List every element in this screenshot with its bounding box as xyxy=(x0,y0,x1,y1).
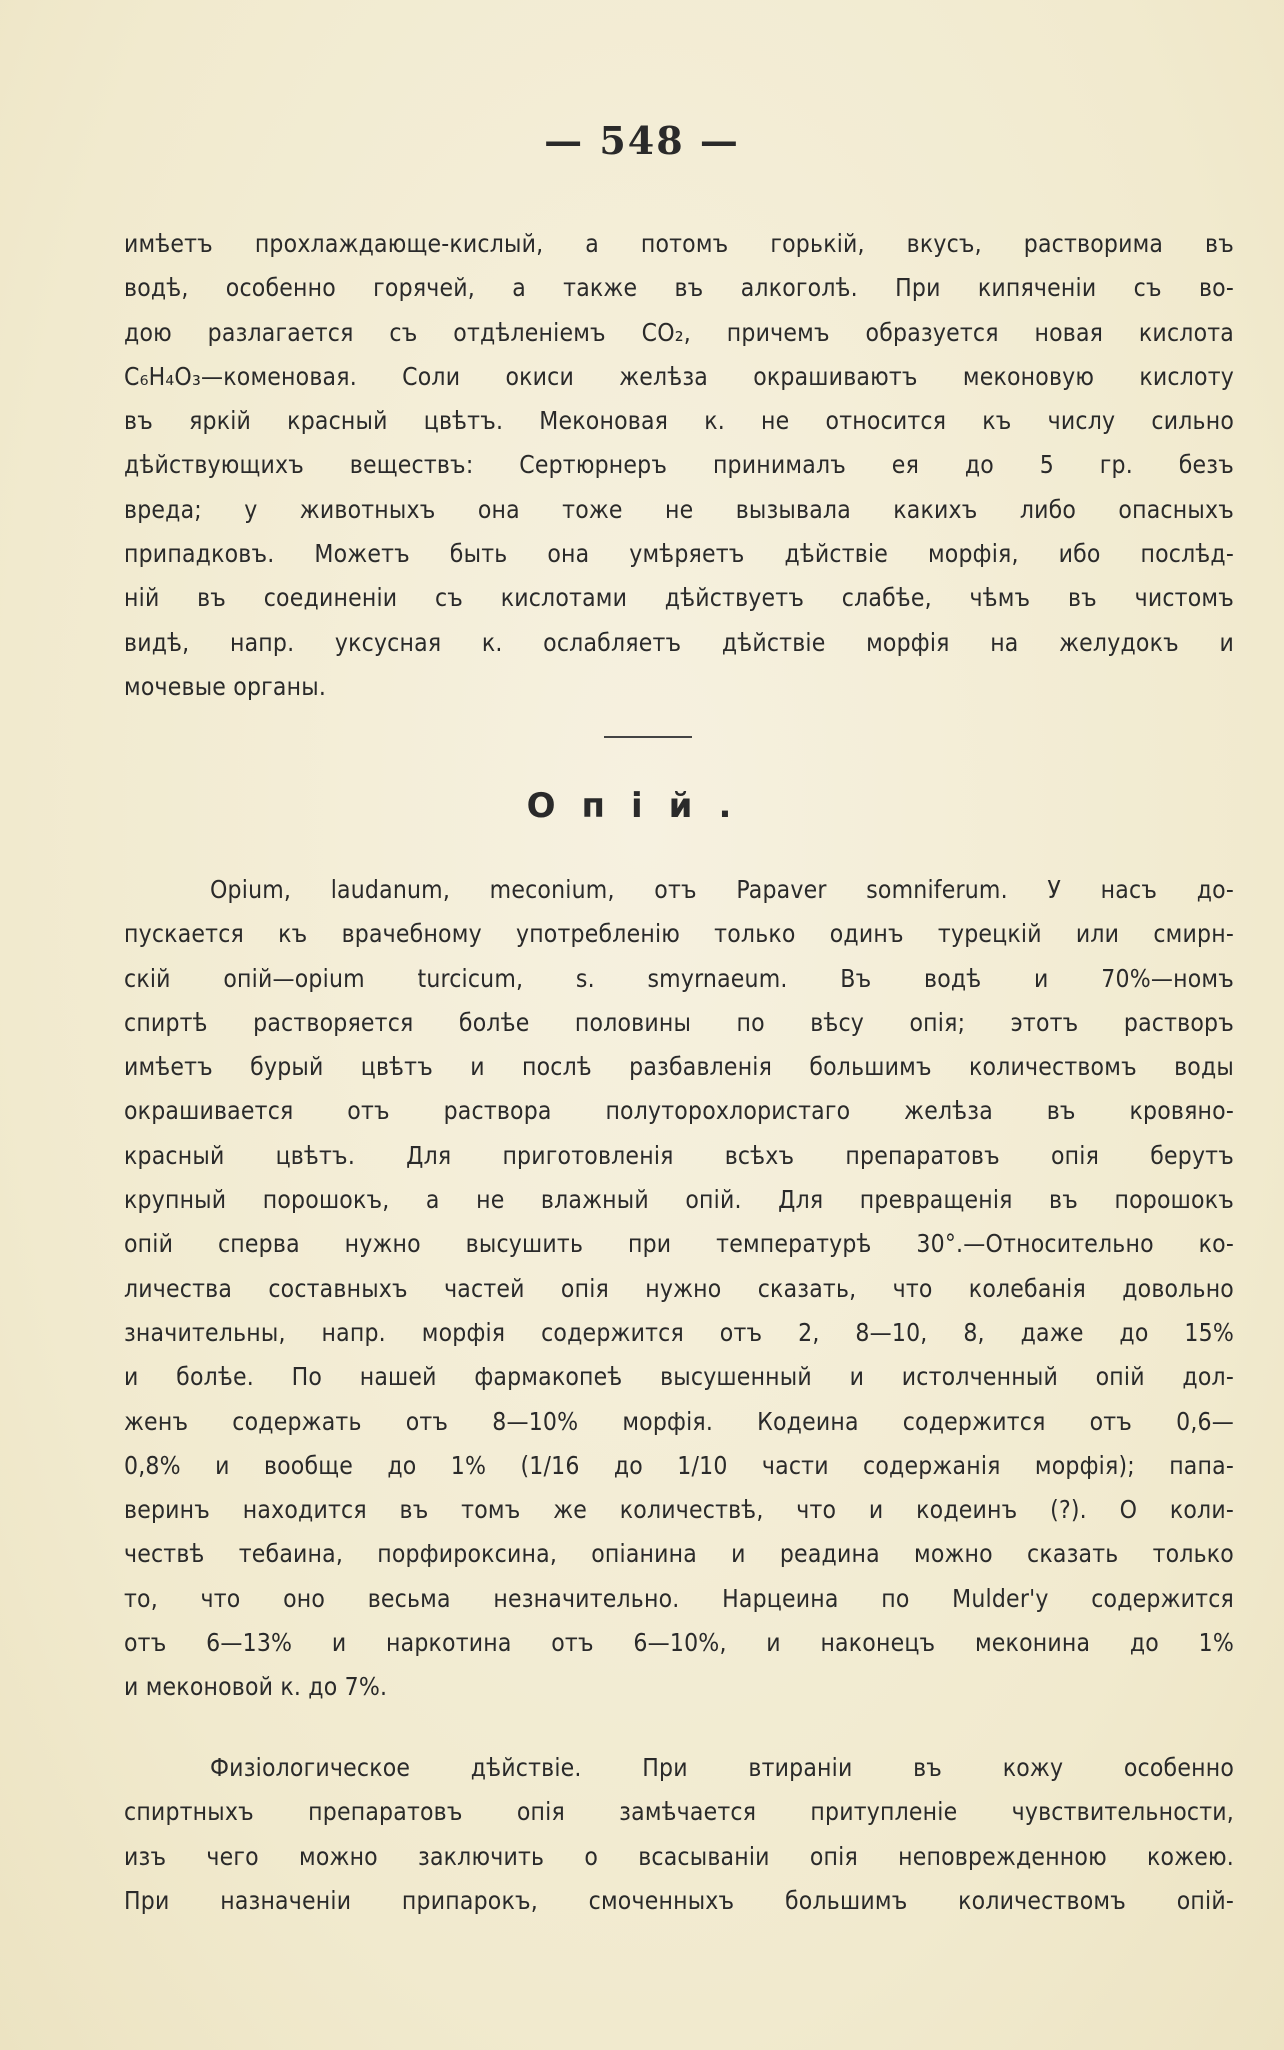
text-line: окрашивается отъ раствора полуторохлористаго желѣза въ кровяно- xyxy=(124,1096,1234,1126)
paragraph-meconic-acid xyxy=(124,222,1234,709)
text-line: мочевые органы. xyxy=(124,671,327,701)
text-line: припадковъ. Можетъ быть она умѣряетъ дѣйствіе морфія, ибо послѣд- xyxy=(124,539,1234,569)
text-line: дѣйствующихъ веществъ: Сертюрнеръ принималъ ея до 5 гр. безъ xyxy=(124,450,1234,480)
section-divider xyxy=(604,736,692,738)
page-number: — 548 — xyxy=(544,118,740,163)
text-line: красный цвѣтъ. Для приготовленія всѣхъ препаратовъ опія берутъ xyxy=(124,1140,1234,1170)
paragraph-physiological-action xyxy=(124,1746,1234,1923)
text-line: и меконовой к. до 7%. xyxy=(124,1672,388,1702)
text-line: дою разлагается съ отдѣленіемъ CO₂, причемъ образуется новая кислота xyxy=(124,317,1234,347)
text-line: имѣетъ бурый цвѣтъ и послѣ разбавленія большимъ количествомъ воды xyxy=(124,1052,1234,1082)
text-line: изъ чего можно заключить о всасываніи опія неповрежденною кожею. xyxy=(124,1841,1234,1871)
text-line: 0,8% и вообще до 1% (1/16 до 1/10 части содержанія морфія); папа- xyxy=(124,1450,1234,1480)
text-line: въ яркій красный цвѣтъ. Меконовая к. не относится къ числу сильно xyxy=(124,406,1234,436)
text-line: чествѣ тебаина, порфироксина, опіанина и реадина можно сказать только xyxy=(124,1539,1234,1569)
text-line: Opium, laudanum, meconium, отъ Papaver somniferum. У насъ до- xyxy=(210,875,1234,904)
text-line: то, что оно весьма незначительно. Нарцеина по Mulder'у содержится xyxy=(124,1583,1234,1613)
text-line: веринъ находится въ томъ же количествѣ, что и кодеинъ (?). О коли- xyxy=(124,1495,1234,1525)
text-line: видѣ, напр. уксусная к. ослабляетъ дѣйствіе морфія на желудокъ и xyxy=(124,627,1234,657)
text-line: крупный порошокъ, а не влажный опій. Для превращенія въ порошокъ xyxy=(124,1185,1234,1215)
text-line: спиртныхъ препаратовъ опія замѣчается притупленіе чувствительности, xyxy=(124,1797,1234,1827)
paragraph-opium xyxy=(124,868,1234,1710)
text-line: значительны, напр. морфія содержится отъ 2, 8—10, 8, даже до 15% xyxy=(124,1317,1234,1347)
text-line: вреда; у животныхъ она тоже не вызывала какихъ либо опасныхъ xyxy=(124,494,1234,524)
text-line: женъ содержать отъ 8—10% морфія. Кодеина содержится отъ 0,6— xyxy=(124,1406,1234,1436)
text-line: отъ 6—13% и наркотина отъ 6—10%, и наконецъ меконина до 1% xyxy=(124,1628,1234,1658)
text-line: спиртѣ растворяется болѣе половины по вѣсу опія; этотъ растворъ xyxy=(124,1007,1234,1037)
section-heading: Опій. xyxy=(526,786,758,826)
text-line: личества составныхъ частей опія нужно сказать, что колебанія довольно xyxy=(124,1273,1234,1303)
text-line: C₆H₄O₃—коменовая. Соли окиси желѣза окрашиваютъ меконовую кислоту xyxy=(124,361,1234,391)
text-line: пускается къ врачебному употребленію только одинъ турецкій или смирн- xyxy=(124,919,1234,949)
text-line: ній въ соединеніи съ кислотами дѣйствуетъ слабѣе, чѣмъ въ чистомъ xyxy=(124,583,1234,613)
text-line: водѣ, особенно горячей, а также въ алкоголѣ. При кипяченіи съ во- xyxy=(124,273,1234,303)
text-line: опій сперва нужно высушить при температурѣ 30°.—Относительно ко- xyxy=(124,1229,1234,1259)
text-line: имѣетъ прохлаждающе-кислый, а потомъ горькій, вкусъ, растворима въ xyxy=(124,229,1234,258)
text-line: Физіологическое дѣйствіе. При втираніи въ кожу особенно xyxy=(210,1753,1234,1782)
text-line: скій опій—opium turcicum, s. smyrnaeum. Въ водѣ и 70%—номъ xyxy=(124,963,1234,993)
text-line: и болѣе. По нашей фармакопеѣ высушенный и истолченный опій дол- xyxy=(124,1362,1234,1392)
text-line: При назначеніи припарокъ, смоченныхъ большимъ количествомъ опій- xyxy=(124,1885,1234,1915)
